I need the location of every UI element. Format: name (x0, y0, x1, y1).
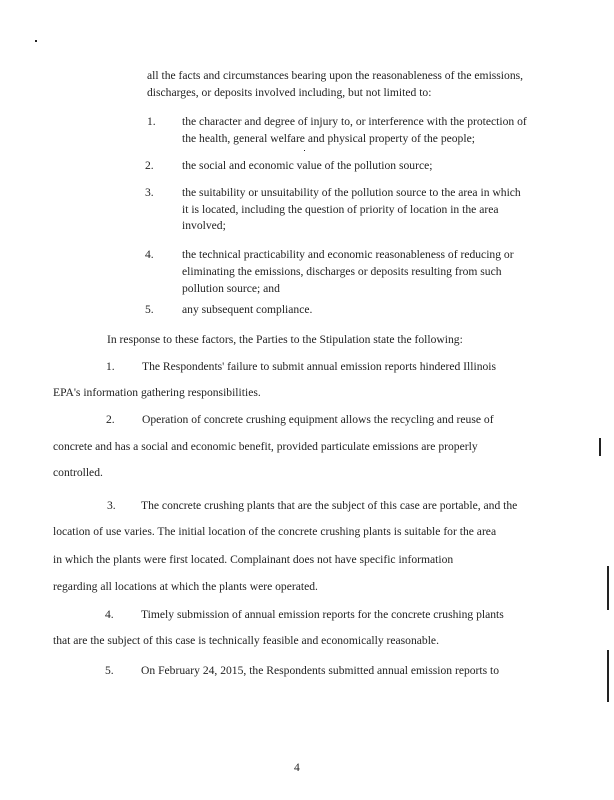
factor-text: any subsequent compliance. (182, 303, 313, 316)
scan-edge-mark (607, 566, 609, 610)
response-number: 2. (106, 413, 115, 426)
factor-text: involved; (182, 219, 226, 232)
response-text: EPA's information gathering responsibilities. (53, 386, 261, 399)
factor-text: the health, general welfare and physical property of the people; (182, 132, 475, 145)
response-text: The Respondents' failure to submit annual emission reports hindered Illinois (142, 360, 497, 373)
response-text: controlled. (53, 466, 103, 479)
factor-text: the character and degree of injury to, or interference with the protection of (182, 115, 527, 128)
scan-edge-mark (607, 650, 609, 702)
response-text: On February 24, 2015, the Respondents submitted annual emission reports to (141, 664, 500, 677)
factor-number: 3. (145, 186, 154, 199)
intro-line: all the facts and circumstances bearing upon the reasonableness of the emissions, (147, 69, 524, 82)
response-text: regarding all locations at which the plants were operated. (53, 580, 318, 593)
factor-text: the suitability or unsuitability of the pollution source to the area in which (182, 186, 521, 199)
scan-speck (35, 40, 37, 42)
response-number: 1. (106, 360, 115, 373)
factor-text: the social and economic value of the pollution source; (182, 159, 433, 172)
response-text: The concrete crushing plants that are the subject of this case are portable, and the (141, 499, 518, 512)
factor-text: the technical practicability and economic reasonableness of reducing or (182, 248, 514, 261)
factor-text: it is located, including the question of priority of location in the area (182, 203, 499, 216)
response-text: concrete and has a social and economic benefit, provided particulate emissions are properly (53, 440, 478, 453)
response-text: location of use varies. The initial location of the concrete crushing plants is suitable for the area (53, 525, 497, 538)
factor-text: pollution source; and (182, 282, 280, 295)
response-intro: In response to these factors, the Parties to the Stipulation state the following: (107, 333, 463, 346)
response-text: that are the subject of this case is technically feasible and economically reasonable. (53, 634, 439, 647)
factor-number: 4. (145, 248, 154, 261)
response-number: 5. (105, 664, 114, 677)
response-number: 4. (105, 608, 114, 621)
response-number: 3. (107, 499, 116, 512)
intro-line: discharges, or deposits involved including, but not limited to: (147, 86, 432, 99)
response-text: Operation of concrete crushing equipment allows the recycling and reuse of (142, 413, 494, 426)
response-text: Timely submission of annual emission reports for the concrete crushing plants (141, 608, 504, 621)
factor-number: 2. (145, 159, 154, 172)
scan-edge-mark (599, 438, 601, 456)
scan-speck (304, 150, 305, 151)
response-text: in which the plants were first located. Complainant does not have specific information (53, 553, 454, 566)
factor-number: 5. (145, 303, 154, 316)
factor-number: 1. (147, 115, 156, 128)
page-number: 4 (294, 761, 300, 774)
factor-text: eliminating the emissions, discharges or deposits resulting from such (182, 265, 502, 278)
